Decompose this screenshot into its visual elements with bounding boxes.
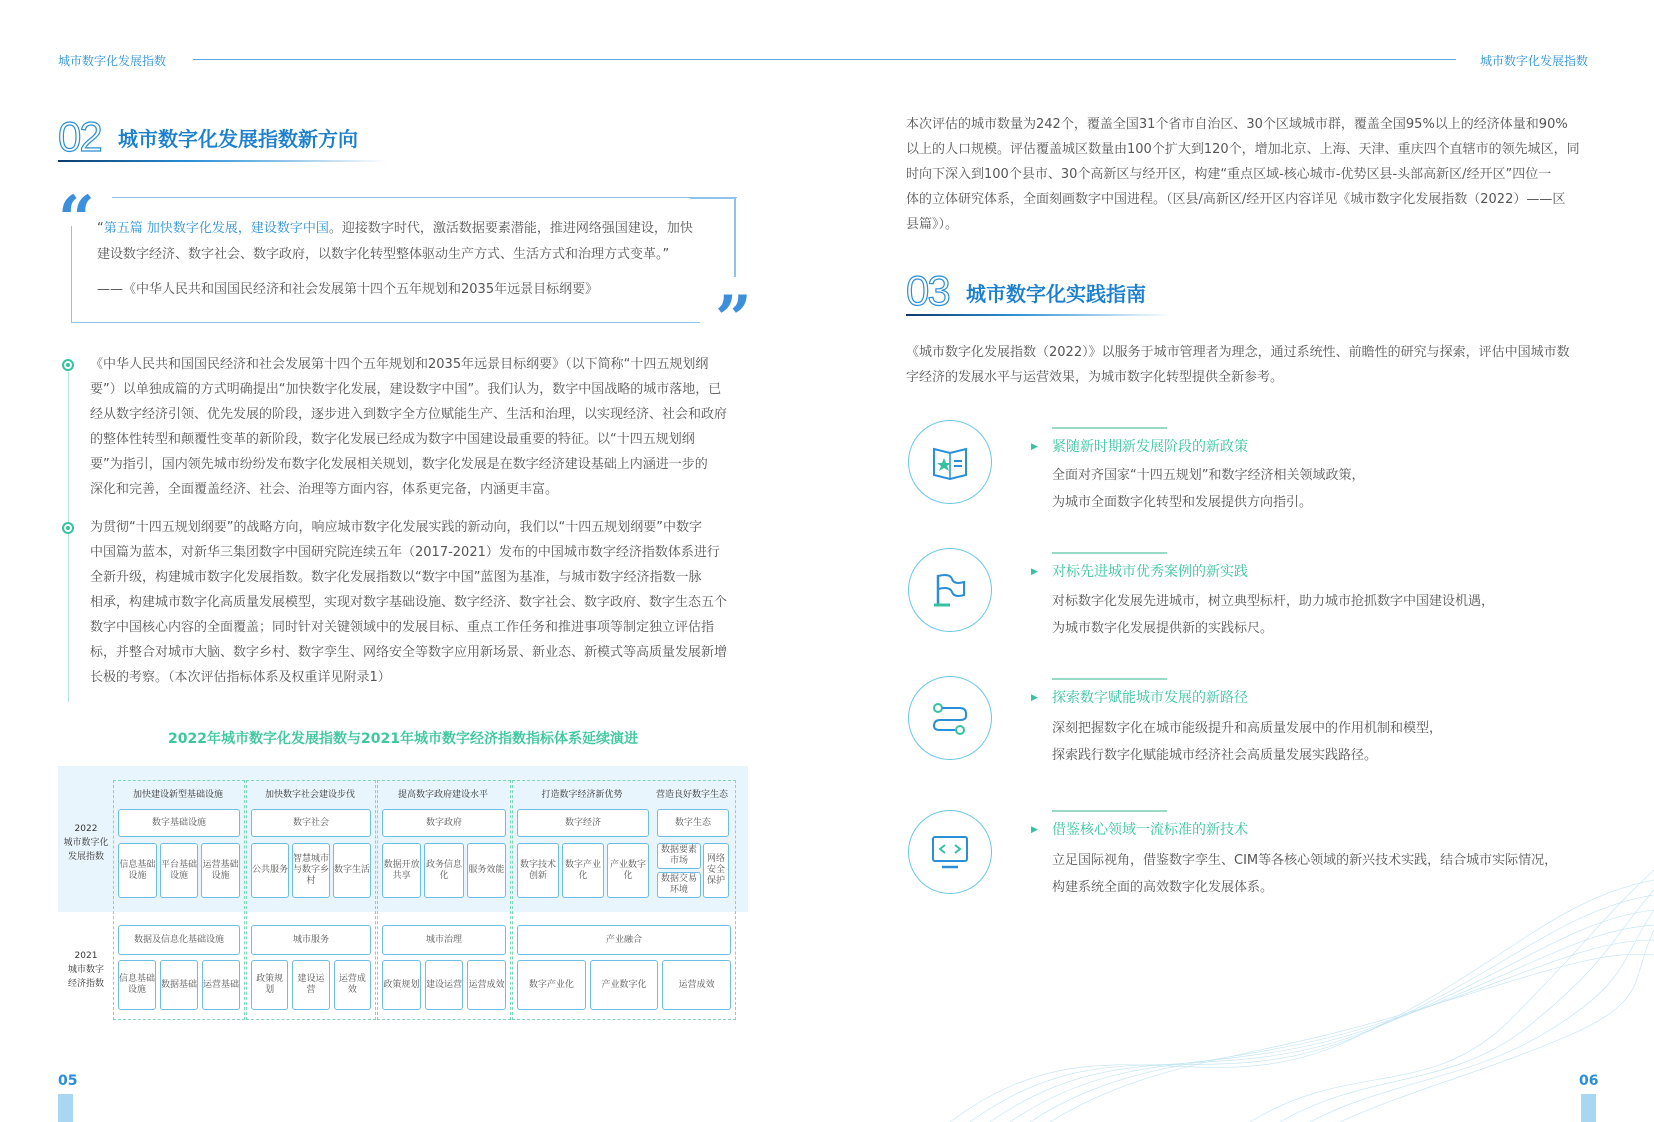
- indicator-box: 建设运营: [425, 960, 464, 1010]
- category-box: 数字生态: [657, 809, 729, 837]
- indicator-box: 数据要素市场: [657, 843, 701, 869]
- figure-title: 2022年城市数字化发展指数与2021年城市数字经济指数指标体系延续演进: [168, 731, 638, 747]
- bullet-dot: [62, 522, 74, 534]
- category-box: 产业融合: [517, 925, 731, 955]
- bullet-dot: [62, 359, 74, 371]
- indicator-box: 数字生活: [333, 843, 371, 898]
- wave-decoration: [950, 860, 1654, 1122]
- indicator-box: 产业数字化: [607, 843, 649, 898]
- indicator-box: 运营成效: [467, 960, 506, 1010]
- indicator-box: 产业数字化: [590, 960, 659, 1010]
- guide-title: 对标先进城市优秀案例的新实践: [1052, 564, 1248, 580]
- category-box: 数据及信息化基础设施: [118, 925, 240, 955]
- quote-line-2: 建设数字经济、数字社会、数字政府，以数字化转型整体驱动生产方式、生活方式和治理方式变革。”: [97, 247, 670, 262]
- header-divider: [193, 59, 1456, 60]
- quote-highlight: 第五篇 加快数字化发展，建设数字中国: [103, 221, 329, 236]
- section-title: 城市数字化实践指南: [966, 282, 1146, 306]
- paragraph-guide-line: [68, 372, 69, 702]
- section3-intro: 《城市数字化发展指数（2022）》以服务于城市管理者为理念，通过系统性、前瞻性的研究与探索，评估中国城市数 字经济的发展水平与运营效果，为城市数字化转型提供全新参考。: [906, 345, 1570, 385]
- group-label: 营造良好数字生态: [655, 790, 728, 800]
- page-number-right: 06: [1579, 1073, 1599, 1089]
- section-underline: [906, 314, 1171, 316]
- indicator-box: 建设运营: [292, 960, 329, 1010]
- quote-line-1: “第五篇 加快数字化发展，建设数字中国。迎接数字时代，激活数据要素潜能，推进网络强国建设，加快: [97, 221, 693, 236]
- close-quote-icon: ”: [715, 282, 752, 357]
- group-label: 加快建设新型基础设施: [132, 790, 223, 800]
- book-star-icon: [930, 443, 970, 481]
- indicator-box: 数字产业化: [517, 960, 586, 1010]
- indicator-box: 数据开放共享: [382, 843, 421, 898]
- section-underline: [58, 160, 388, 162]
- indicator-box: 数据基础: [160, 960, 198, 1010]
- guide-title: 借鉴核心领域一流标准的新技术: [1052, 822, 1248, 838]
- indicator-box: 网络安全保护: [703, 843, 729, 898]
- indicator-box: 运营基础设施: [201, 843, 240, 898]
- indicator-box: 数据交易环境: [657, 872, 701, 898]
- guide-title: 紧随新时期新发展阶段的新政策: [1052, 439, 1248, 455]
- indicator-box: 运营成效: [662, 960, 731, 1010]
- row-label-2021: 2021 城市数字 经济指数: [67, 951, 104, 989]
- guide-desc: 全面对齐国家“十四五规划”和数字经济相关领域政策， 为城市全面数字化转型和发展提供方向指引。: [1052, 468, 1365, 510]
- guide-desc: 立足国际视角，借鉴数字孪生、CIM等各核心领域的新兴技术实践，结合城市实际情况， 构建系统全面的高效数字化发展体系。: [1052, 853, 1558, 895]
- indicator-box: 运营成效: [334, 960, 371, 1010]
- indicator-box: 数字技术创新: [517, 843, 559, 898]
- header-right-title: 城市数字化发展指数: [1480, 54, 1589, 68]
- paragraph-2: 为贯彻“十四五规划纲要”的战略方向，响应城市数字化发展实践的新动向，我们以“十四五规划纲要”中数字 中国篇为蓝本，对新华三集团数字中国研究院连续五年（2017-2021）发布的中国城市数字经济指数体系进行 全新升级，构建城市数字化发展指数。数字化发展指数以“数字中国”蓝图为基准，与城市数字经济指数一脉 相承，构建城市数字化高质量发展模型，实现对数字基础设施、数字经济、数字社会、数字政府、数字生态五个 数字中国核心内容的全面覆盖；同时针对关键领域中的发展目标、重点工作任务和推进事项等制定独立评估指 标，并整合对城市大脑、数字乡村、数字孪生、网络安全等数字应用新场景、新业态、新模式等高质量发展新增 长极的考察。（本次评估指标体系及权重详见附录1）: [90, 520, 728, 685]
- indicator-box: 信息基础设施: [118, 960, 156, 1010]
- category-box: 城市服务: [251, 925, 371, 955]
- quote-source: ——《中华人民共和国国民经济和社会发展第十四个五年规划和2035年远景目标纲要》: [97, 282, 599, 297]
- indicator-box: 政策规划: [251, 960, 288, 1010]
- guide-title: 探索数字赋能城市发展的新路径: [1052, 690, 1248, 706]
- indicator-box: 运营基础: [202, 960, 240, 1010]
- page-bar-right: [1581, 1094, 1596, 1122]
- header-left-title: 城市数字化发展指数: [58, 54, 167, 68]
- guide-desc: 对标数字化发展先进城市，树立典型标杆，助力城市抢抓数字中国建设机遇， 为城市数字化发展提供新的实践标尺。: [1052, 594, 1495, 636]
- group-label: 加快数字社会建设步伐: [264, 790, 355, 800]
- row-label-2022: 2022 城市数字化 发展指数: [63, 824, 109, 862]
- category-box: 数字基础设施: [118, 809, 240, 837]
- group-label: 打造数字经济新优势: [541, 790, 623, 800]
- indicator-box: 信息基础设施: [118, 843, 157, 898]
- path-icon: [930, 700, 970, 736]
- indicator-box: 政务信息化: [424, 843, 463, 898]
- flag-icon: [932, 571, 968, 609]
- category-box: 数字经济: [517, 809, 649, 837]
- indicator-box: 智慧城市与数字乡村: [292, 843, 330, 898]
- paragraph-1: 《中华人民共和国国民经济和社会发展第十四个五年规划和2035年远景目标纲要》（以下简称“十四五规划纲 要”）以单独成篇的方式明确提出“加快数字化发展，建设数字中国”。我们认为，数字中国战略的城市落地，已 经从数字经济引领、优先发展的阶段，逐步进入到数字全方位赋能生产、生活和治理，以实现经济、社会和政府 的整体性转型和颠覆性变革的新阶段，数字化发展已经成为数字中国建设最重要的特征。以“十四五规划纲 要”为指引，国内领先城市纷纷发布数字化发展相关规划，数字化发展是在数字经济建设基础上内涵进一步的 深化和完善，全面覆盖经济、社会、治理等方面内容，体系更完备，内涵更丰富。: [90, 357, 728, 497]
- indicator-box: 政策规划: [382, 960, 421, 1010]
- category-box: 数字政府: [382, 809, 506, 837]
- open-quote-icon: “: [58, 182, 95, 257]
- section-number: 02: [58, 113, 101, 160]
- section-title: 城市数字化发展指数新方向: [118, 127, 358, 151]
- indicator-box: 数字产业化: [562, 843, 604, 898]
- indicator-box: 服务效能: [467, 843, 506, 898]
- guide-desc: 深刻把握数字化在城市能级提升和高质量发展中的作用机制和模型， 探索践行数字化赋能城市经济社会高质量发展实践路径。: [1052, 721, 1443, 763]
- group-label: 提高数字政府建设水平: [397, 790, 488, 800]
- category-box: 数字社会: [251, 809, 371, 837]
- page-number-left: 05: [58, 1073, 78, 1089]
- section-number: 03: [906, 267, 949, 314]
- indicator-box: 平台基础设施: [160, 843, 199, 898]
- category-box: 城市治理: [382, 925, 506, 955]
- right-intro: 本次评估的城市数量为242个，覆盖全国31个省市自治区、30个区域城市群，覆盖全国95%以上的经济体量和90% 以上的人口规模。评估覆盖城区数量由100个扩大到120个，增加北京、上海、天津、重庆四个直辖市的领先城区，同 时向下深入到100个县市、30个高新区与经开区，构建“重点区域-核心城市-优势区县-头部高新区/经开区”四位一 体的立体研究体系，全面刻画数字中国进程。（区县/高新区/经开区内容详见《城市数字化发展指数（2022）——区 县篇》）。: [906, 117, 1580, 232]
- page-bar-left: [58, 1094, 73, 1122]
- indicator-box: 公共服务: [251, 843, 289, 898]
